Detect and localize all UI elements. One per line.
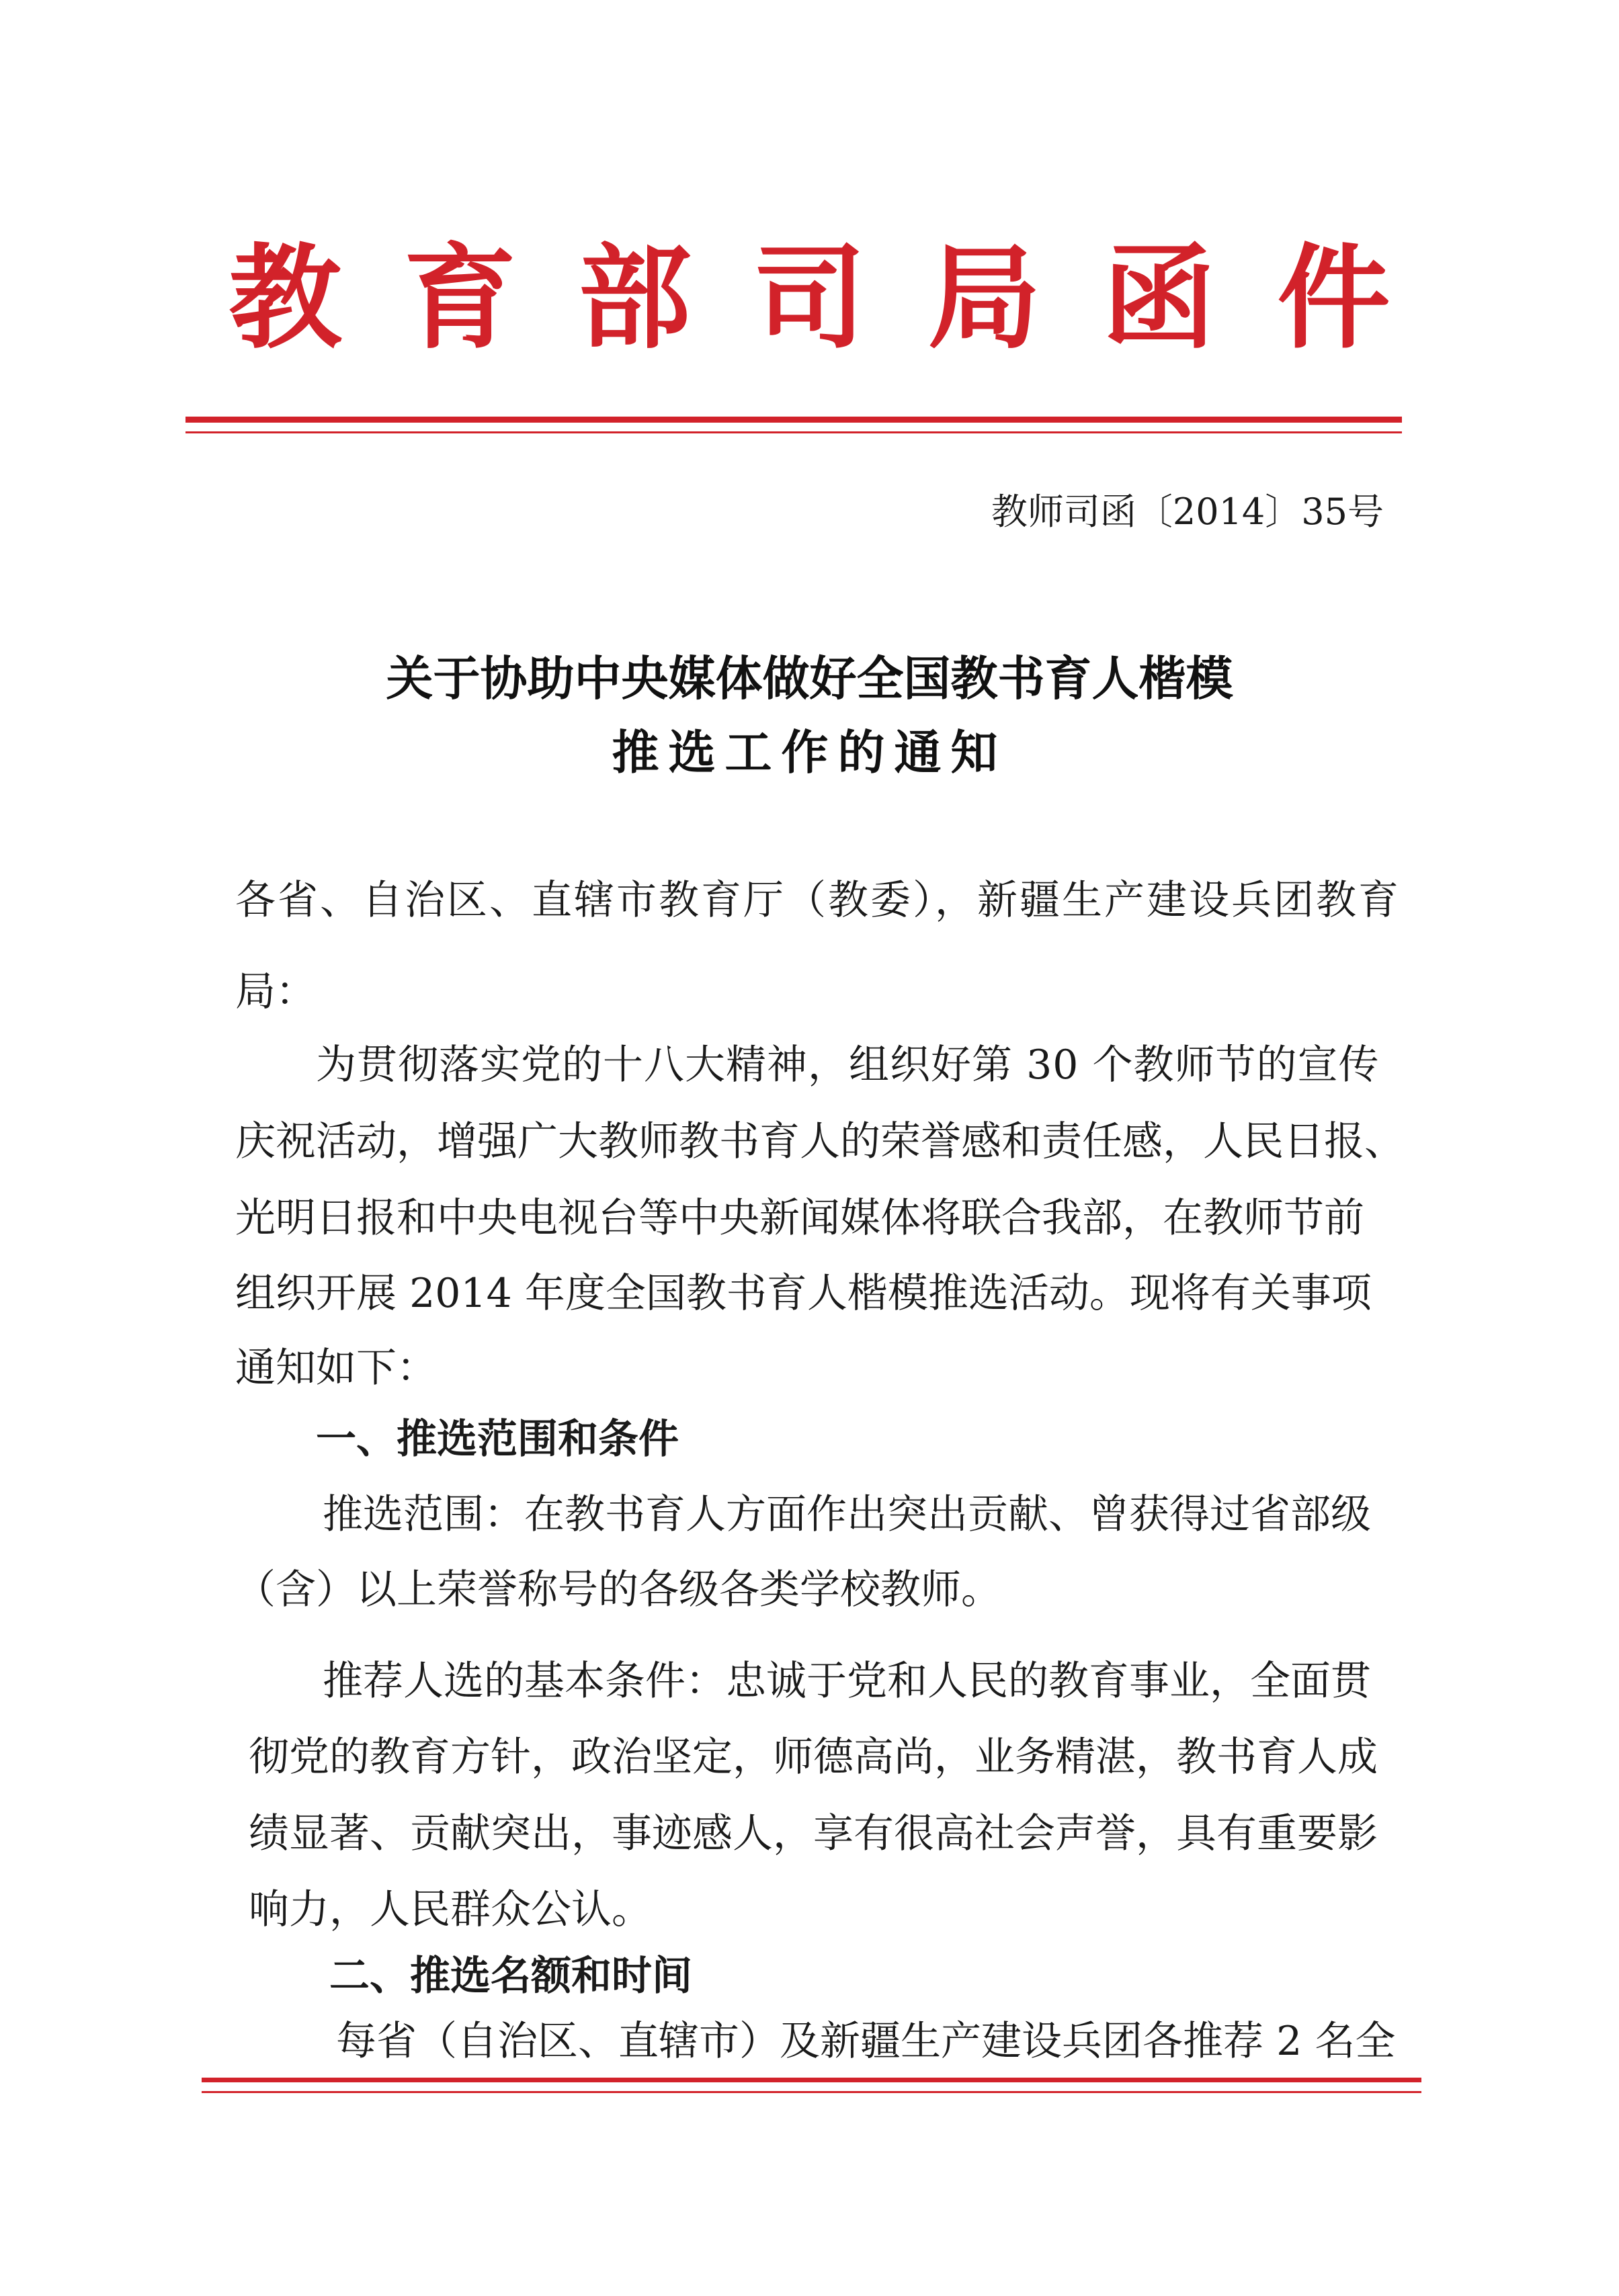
- letterhead-red-rule: [185, 417, 1402, 423]
- paragraph-line: 绩显著、贡献突出，事迹感人，享有很高社会声誉，具有重要影: [249, 1810, 1378, 1857]
- paragraph-line: 通知如下：: [235, 1345, 437, 1392]
- letterhead-title: 教育部司局函件: [229, 232, 1452, 364]
- addressee-line-end: 局：: [235, 968, 316, 1015]
- footer-red-rule-thin: [202, 2091, 1421, 2093]
- paragraph-line: 为贯彻落实党的十八大精神，组织好第 30 个教师节的宣传: [316, 1041, 1380, 1089]
- paragraph-line: 响力，人民群众公认。: [249, 1886, 652, 1933]
- paragraph-line: 每省（自治区、直辖市）及新疆生产建设兵团各推荐 2 名全: [336, 2018, 1396, 2065]
- document-title-line-2: 推选工作的通知: [612, 725, 1007, 780]
- paragraph-line: 光明日报和中央电视台等中央新闻媒体将联合我部，在教师节前: [235, 1195, 1364, 1242]
- paragraph-line: 彻党的教育方针，政治坚定，师德高尚，业务精湛，教书育人成: [249, 1734, 1378, 1781]
- paragraph-line: 组织开展 2014 年度全国教书育人楷模推选活动。现将有关事项: [235, 1270, 1372, 1317]
- paragraph-line: 推选范围：在教书育人方面作出突出贡献、曾获得过省部级: [323, 1491, 1371, 1538]
- document-number: 教师司函〔2014〕35号: [991, 491, 1384, 533]
- paragraph-line: 庆祝活动，增强广大教师教书育人的荣誉感和责任感，人民日报、: [235, 1118, 1405, 1165]
- section-heading-2: 二、推选名额和时间: [329, 1953, 692, 2000]
- paragraph-line: 推荐人选的基本条件：忠诚于党和人民的教育事业，全面贯: [323, 1658, 1371, 1705]
- footer-red-rule: [202, 2078, 1421, 2082]
- letterhead-red-rule-thin: [185, 431, 1402, 433]
- document-title-line-1: 关于协助中央媒体做好全国教书育人楷模: [386, 651, 1233, 706]
- addressee-line: 各省、自治区、直辖市教育厅（教委），新疆生产建设兵团教育: [235, 877, 1401, 924]
- section-heading-1: 一、推选范围和条件: [316, 1416, 679, 1463]
- paragraph-line: （含）以上荣誉称号的各级各类学校教师。: [235, 1566, 1001, 1613]
